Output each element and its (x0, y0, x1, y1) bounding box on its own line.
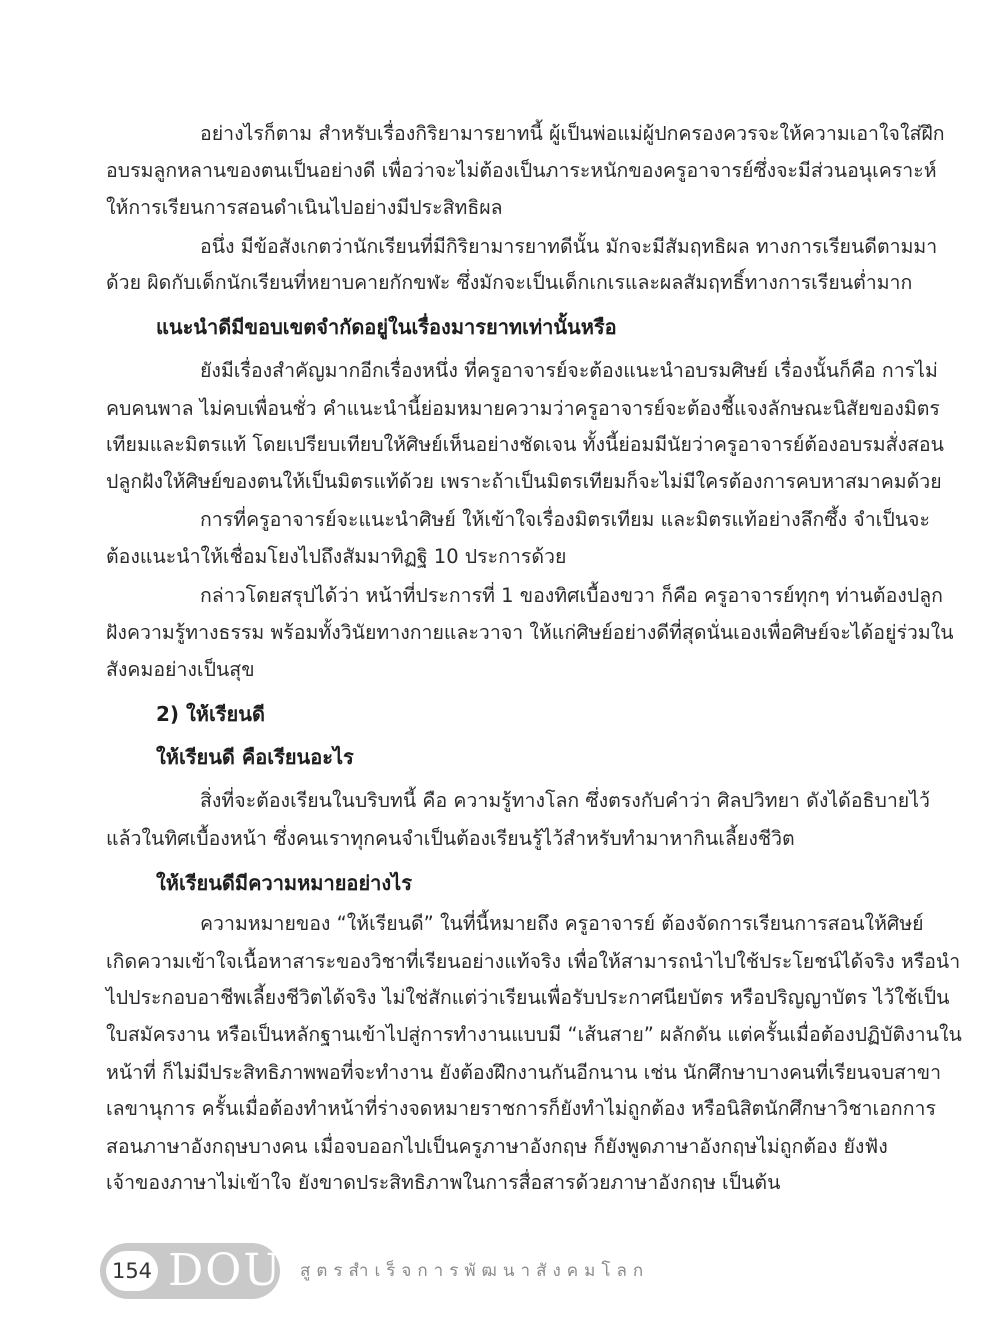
section-heading: ให้เรียนดี คือเรียนอะไร (156, 745, 354, 769)
paragraph-line: เลขานุการ ครั้นเมื่อต้องทำหน้าที่ร่างจดหมายราชการก็ยังทำไม่ถูกต้อง หรือนิสิตนักศึกษาวิชาเอกการ (106, 1097, 936, 1120)
paragraph-line: ความหมายของ “ให้เรียนดี” ในที่นี้หมายถึง ครูอาจารย์ ต้องจัดการเรียนการสอนให้ศิษย์ (200, 912, 924, 935)
paragraph-line: ปลูกฝังให้ศิษย์ของตนให้เป็นมิตรแท้ด้วย เพราะถ้าเป็นมิตรเทียมก็จะไม่มีใครต้องการคบหาสมาคมด้วย (106, 470, 942, 493)
paragraph-line: ต้องแนะนำให้เชื่อมโยงไปถึงสัมมาทิฏฐิ 10 ประการด้วย (106, 545, 567, 568)
paragraph-line: อนึ่ง มีข้อสังเกตว่านักเรียนที่มีกิริยามารยาทดีนั้น มักจะมีสัมฤทธิผล ทางการเรียนดีตามมา (200, 235, 938, 258)
section-heading: ให้เรียนดีมีความหมายอย่างไร (156, 871, 412, 895)
paragraph-line: หน้าที่ ก็ไม่มีประสิทธิภาพพอที่จะทำงาน ยังต้องฝึกงานกันอีกนาน เช่น นักศึกษาบางคนที่เรียนจบสาขา (106, 1061, 942, 1084)
paragraph-line: คบคนพาล ไม่คบเพื่อนชั่ว คำแนะนำนี้ย่อมหมายความว่าครูอาจารย์จะต้องชี้แจงลักษณะนิสัยของมิตร (106, 397, 940, 420)
paragraph-line: เทียมและมิตรแท้ โดยเปรียบเทียบให้ศิษย์เห็นอย่างชัดเจน ทั้งนี้ย่อมมีนัยว่าครูอาจารย์ต้องอบรมสั่งสอน (106, 433, 944, 456)
paragraph-line: ไปประกอบอาชีพเลี้ยงชีวิตได้จริง ไม่ใช่สักแต่ว่าเรียนเพื่อรับประกาศนียบัตร หรือปริญญาบัตร ไว้ใช้เป็น (106, 986, 950, 1009)
paragraph-line: อย่างไรก็ตาม สำหรับเรื่องกิริยามารยาทนี้ ผู้เป็นพ่อแม่ผู้ปกครองควรจะให้ความเอาใจใส่ฝึก (200, 122, 945, 145)
paragraph-line: ยังมีเรื่องสำคัญมากอีกเรื่องหนึ่ง ที่ครูอาจารย์จะต้องแนะนำอบรมศิษย์ เรื่องนั้นก็คือ การไม่ (200, 359, 938, 382)
paragraph-line: กล่าวโดยสรุปได้ว่า หน้าที่ประการที่ 1 ของทิศเบื้องขวา ก็คือ ครูอาจารย์ทุกๆ ท่านต้องปลูก (200, 584, 943, 607)
paragraph-line: อบรมลูกหลานของตนเป็นอย่างดี เพื่อว่าจะไม่ต้องเป็นภาระหนักของครูอาจารย์ซึ่งจะมีส่วนอนุเคราะห์ (106, 159, 937, 182)
paragraph-line: สิ่งที่จะต้องเรียนในบริบทนี้ คือ ความรู้ทางโลก ซึ่งตรงกับคำว่า ศิลปวิทยา ดังได้อธิบายไว้ (200, 789, 930, 812)
section-heading: แนะนำดีมีขอบเขตจำกัดอยู่ในเรื่องมารยาทเท่านั้นหรือ (156, 315, 617, 339)
paragraph-line: เจ้าของภาษาไม่เข้าใจ ยังขาดประสิทธิภาพในการสื่อสารด้วยภาษาอังกฤษ เป็นต้น (106, 1171, 781, 1194)
section-heading: 2) ให้เรียนดี (156, 702, 265, 726)
paragraph-line: ใบสมัครงาน หรือเป็นหลักฐานเข้าไปสู่การทำงานแบบมี “เส้นสาย” ผลักดัน แต่ครั้นเมื่อต้องปฏิบัติงานใน (106, 1023, 962, 1046)
book-title: สูตรสำเร็จการพัฒนาสังคมโลก (300, 1261, 650, 1281)
paragraph-line: แล้วในทิศเบื้องหน้า ซึ่งคนเราทุกคนจำเป็นต้องเรียนรู้ไว้สำหรับทำมาหากินเลี้ยงชีวิต (106, 827, 795, 850)
paragraph-line: ฝังความรู้ทางธรรม พร้อมทั้งวินัยทางกายและวาจา ให้แก่ศิษย์อย่างดีที่สุดนั่นเองเพื่อศิษย์จะได้อยู่ร่วมใน (106, 621, 954, 644)
paragraph-line: เกิดความเข้าใจเนื้อหาสาระของวิชาที่เรียนอย่างแท้จริง เพื่อให้สามารถนำไปใช้ประโยชน์ได้จริง หรือนำ (106, 950, 961, 973)
paragraph-line: การที่ครูอาจารย์จะแนะนำศิษย์ ให้เข้าใจเรื่องมิตรเทียม และมิตรแท้อย่างลึกซึ้ง จำเป็นจะ (200, 508, 930, 531)
page-number: 154 (106, 1251, 158, 1291)
paragraph-line: ให้การเรียนการสอนดำเนินไปอย่างมีประสิทธิผล (106, 196, 503, 219)
paragraph-line: ด้วย ผิดกับเด็กนักเรียนที่หยาบคายกักขฬะ ซึ่งมักจะเป็นเด็กเกเรและผลสัมฤทธิ์ทางการเรียนต่ำมาก (106, 271, 913, 294)
paragraph-line: สังคมอย่างเป็นสุข (106, 658, 255, 681)
paragraph-line: สอนภาษาอังกฤษบางคน เมื่อจบออกไปเป็นครูภาษาอังกฤษ ก็ยังพูดภาษาอังกฤษไม่ถูกต้อง ยังฟัง (106, 1135, 888, 1158)
brand-logo-text: DOU (168, 1245, 283, 1296)
